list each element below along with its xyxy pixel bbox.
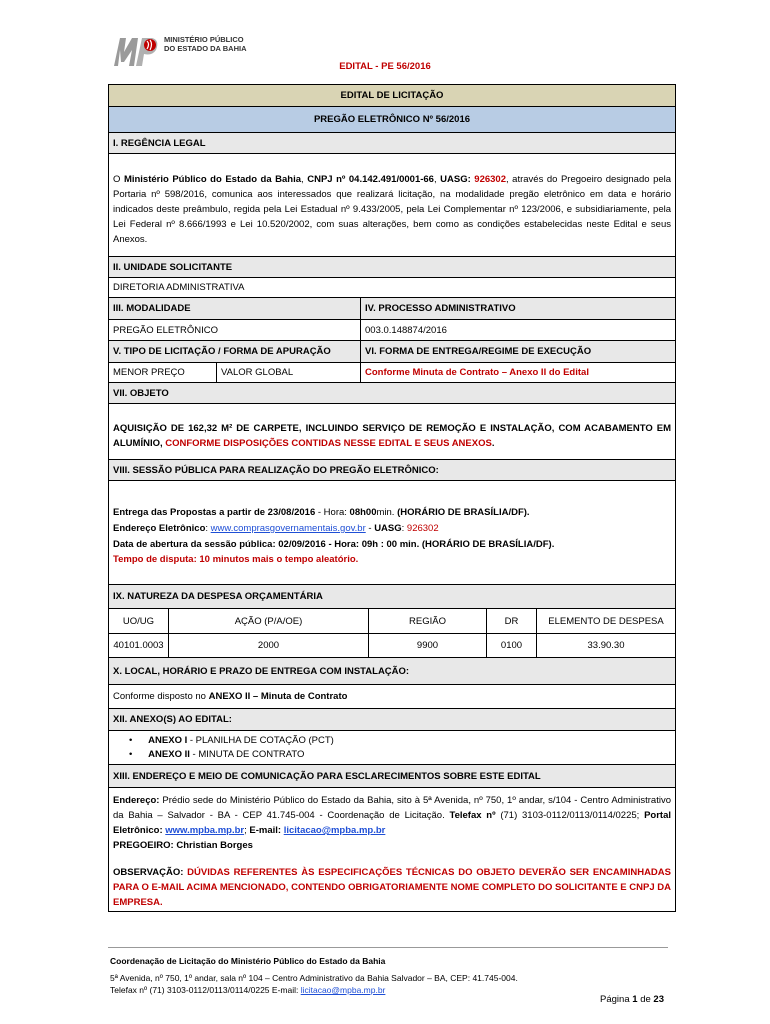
despesa-value-row xyxy=(109,634,675,658)
tipo-value-row xyxy=(109,363,675,383)
portal-link[interactable]: www.mpba.mp.br xyxy=(165,825,245,836)
despesa-v-elemento: 33.90.30 xyxy=(587,640,625,651)
edital-table xyxy=(108,84,676,912)
modalidade-value-row xyxy=(109,320,675,341)
section-objeto-body xyxy=(109,404,675,460)
section-local-title: X. LOCAL, HORÁRIO E PRAZO DE ENTREGA COM INSTALAÇÃO: xyxy=(109,658,675,685)
footer-line-2: 5ª Avenida, nº 750, 1º andar, sala nº 104 – Centro Administrativo da Bahia Salvador – BA, CEP: 41.745-004. xyxy=(110,973,518,983)
regime-title: VI. FORMA DE ENTREGA/REGIME DE EXECUÇÃO xyxy=(365,346,592,357)
despesa-h-regiao: REGIÃO xyxy=(369,609,487,633)
tipo-header-row xyxy=(109,341,675,363)
sessao-disputa: Tempo de disputa: 10 minutos mais o tempo aleatório. xyxy=(113,554,359,565)
despesa-h-dr: DR xyxy=(487,609,537,633)
section-objeto-title: VII. OBJETO xyxy=(109,383,675,404)
processo-title: IV. PROCESSO ADMINISTRATIVO xyxy=(365,303,516,314)
anexos-list xyxy=(109,731,675,765)
unidade-value: DIRETORIA ADMINISTRATIVA xyxy=(109,278,675,298)
despesa-header-row xyxy=(109,609,675,634)
section-sessao-title: VIII. SESSÃO PÚBLICA PARA REALIZAÇÃO DO PREGÃO ELETRÔNICO: xyxy=(109,460,675,481)
objeto-text: AQUISIÇÃO DE 162,32 M² DE CARPETE, INCLUINDO SERVIÇO DE REMOÇÃO E INSTALAÇÃO, COM ACABAMENTO EM ALUMÍNIO, CONFORME DISPOSIÇÕES CONTIDAS NESSE EDITAL E SEUS ANEXOS. xyxy=(113,423,671,449)
section-regencia-body xyxy=(109,154,675,257)
footer-email-link[interactable]: licitacao@mpba.mp.br xyxy=(300,985,386,995)
email-link[interactable]: licitacao@mpba.mp.br xyxy=(283,825,386,836)
compras-link[interactable]: www.comprasgovernamentais.gov.br xyxy=(210,523,366,534)
despesa-h-elemento: ELEMENTO DE DESPESA xyxy=(548,615,664,627)
despesa-v-dr: 0100 xyxy=(487,634,537,657)
anexo-item-2: • ANEXO II - MINUTA DE CONTRATO xyxy=(129,749,305,760)
section-despesa-title: IX. NATUREZA DA DESPESA ORÇAMENTÁRIA xyxy=(109,585,675,609)
footer-line-3: Telefax nº (71) 3103-0112/0113/0114/0225 E-mail: licitacao@mpba.mp.br xyxy=(110,985,386,995)
section-anexos-title: XII. ANEXO(S) AO EDITAL: xyxy=(109,709,675,731)
title-pregao: PREGÃO ELETRÔNICO Nº 56/2016 xyxy=(109,107,675,133)
despesa-v-acao: 2000 xyxy=(169,634,369,657)
observacao: OBSERVAÇÃO: DÚVIDAS REFERENTES ÀS ESPECIFICAÇÕES TÉCNICAS DO OBJETO DEVERÃO SER ENCAMINHADAS PARA O E-MAIL ACIMA MENCIONADO, CONTENDO OBRIGATORIAMENTE NOME COMPLETO DO SOLICITANTE E CNPJ DA EMPRESA. xyxy=(113,867,671,908)
anexo-item-1: • ANEXO I - PLANILHA DE COTAÇÃO (PCT) xyxy=(129,735,334,746)
local-value: Conforme disposto no ANEXO II – Minuta de Contrato xyxy=(109,685,675,709)
regime-value: Conforme Minuta de Contrato – Anexo II do Edital xyxy=(365,367,589,378)
modalidade-value: PREGÃO ELETRÔNICO xyxy=(109,320,361,340)
sessao-entrega: Entrega das Propostas a partir de 23/08/2016 - Hora: 08h00min. (HORÁRIO DE BRASÍLIA/DF). xyxy=(113,507,530,518)
edital-reference: EDITAL - PE 56/2016 xyxy=(339,61,431,72)
section-endereco-title: XIII. ENDEREÇO E MEIO DE COMUNICAÇÃO PARA ESCLARECIMENTOS SOBRE ESTE EDITAL xyxy=(109,765,675,788)
modalidade-header-row xyxy=(109,298,675,320)
tipo-title: V. TIPO DE LICITAÇÃO / FORMA DE APURAÇÃO xyxy=(109,341,361,362)
despesa-h-acao: AÇÃO (P/A/OE) xyxy=(169,609,369,633)
footer-line-1: Coordenação de Licitação do Ministério Público do Estado da Bahia xyxy=(110,956,386,966)
sessao-abertura: Data de abertura da sessão pública: 02/09/2016 - Hora: 09h : 00 min. (HORÁRIO DE BRASÍLIA/DF). xyxy=(113,539,555,550)
despesa-v-regiao: 9900 xyxy=(369,634,487,657)
tipo-value-2: VALOR GLOBAL xyxy=(217,363,361,382)
section-regencia-title: I. REGÊNCIA LEGAL xyxy=(109,133,675,154)
section-sessao-body xyxy=(109,481,675,585)
sessao-endereco: Endereço Eletrônico: www.comprasgovernamentais.gov.br - UASG: 926302 xyxy=(113,523,439,534)
title-edital: EDITAL DE LICITAÇÃO xyxy=(109,85,675,107)
processo-value: 003.0.148874/2016 xyxy=(365,324,447,336)
regencia-text: O Ministério Público do Estado da Bahia, CNPJ nº 04.142.491/0001-66, UASG: 926302, através do Pregoeiro designado pela Portaria nº 598/2016, comunica aos interessados que realizará licitação, na modalidade pregão eletrônico em data e horário indicados deste preâmbulo, regida pela Lei Estadual nº 9.433/2005, pela Lei Complementar nº 123/2006, e subsidiariamente, pela Lei Federal nº 8.666/1993 e Lei 10.520/2002, com suas alterações, bem como as condições estabelecidas neste Edital e seus Anexos. xyxy=(113,174,672,245)
modalidade-title: III. MODALIDADE xyxy=(109,298,361,319)
despesa-h-uoug: UO/UG xyxy=(109,609,169,633)
page-number: Página 1 de 23 xyxy=(600,994,664,1005)
section-unidade-title: II. UNIDADE SOLICITANTE xyxy=(109,257,675,278)
tipo-value-1: MENOR PREÇO xyxy=(109,363,217,382)
endereco-text: Endereço: Prédio sede do Ministério Público do Estado da Bahia, sito à 5ª Avenida, nº 750, 1º andar, s/104 - Centro Administrativo da Bahia – Salvador - BA - CEP 41.745-004 - Coordenação de Licitação. Telefax nº (71) 3103-0112/0113/0114/0225; Portal Eletrônico: www.mpba.mp.br; E-mail: licitacao@mpba.mp.br xyxy=(113,795,671,836)
footer-divider xyxy=(108,947,668,948)
logo-text: MINISTÉRIO PÚBLICO DO ESTADO DA BAHIA xyxy=(164,35,247,53)
despesa-v-uoug: 40101.0003 xyxy=(109,634,169,657)
section-endereco-body xyxy=(109,788,675,911)
pregoeiro: PREGOEIRO: Christian Borges xyxy=(113,840,253,851)
